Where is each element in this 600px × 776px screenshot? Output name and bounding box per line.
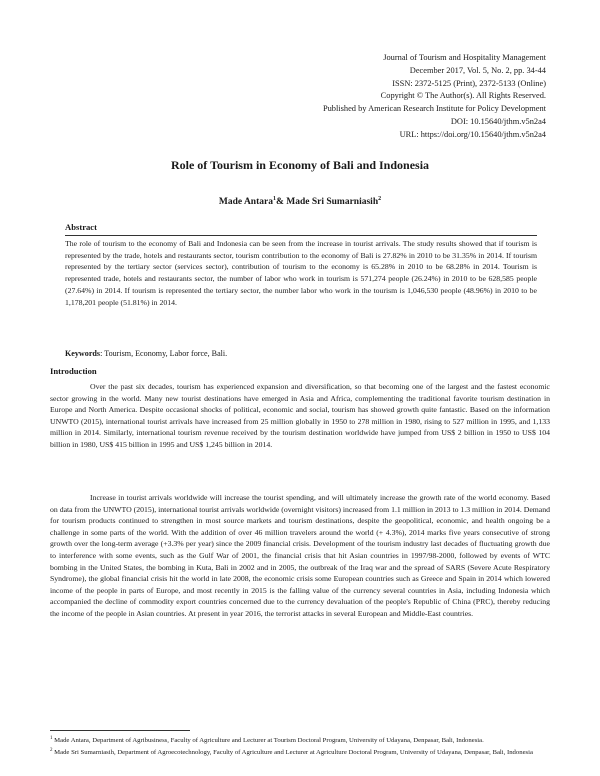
- author-2: & Made Sri Sumarniasih: [275, 197, 379, 208]
- author-2-mark: 2: [378, 196, 382, 202]
- author-1-mark: 1: [272, 196, 276, 202]
- author-line: [0, 196, 600, 207]
- introduction-heading: Introduction: [50, 366, 97, 376]
- intro-paragraph-1: Over the past six decades, tourism has experienced expansion and diversification, so that becoming one of the largest and the fastest economic sector growing in the world. Many new tourist destinations have emerged in Asia and Africa, complementing the traditional favorite tourism destination in Europe and North America. Despite occasional shocks of political, economic and social, tourism has showed growth quite fantastic. Based on the information UNWTO (2015), international tourist arrivals have increased from 25 million globally in 1950 to 278 million in 1980, rising to 527 million in 1995, and 1,133 million in 2014. Similarly, international tourism revenue received by the tourism destination worldwide have jumped from US$ 2 billion in 1950 to US$ 104 billion in 1980, US$ 415 billion in 1995 and US$ 1,245 billion in 2014.: [50, 382, 550, 449]
- doi: DOI: 10.15640/jthm.v5n2a4: [450, 116, 546, 126]
- keywords-line: [65, 349, 227, 358]
- url: URL: https://doi.org/10.15640/jthm.v5n2a4: [399, 129, 546, 139]
- footnote-2-text: Made Sri Sumarniasih, Department of Agroecotechnology, Faculty of Agriculture and Lecturer at Agriculture Doctoral Program, University of Udayana, Denpasar, Bali, Indonesia: [52, 748, 533, 756]
- abstract-section: [65, 222, 537, 308]
- keywords-text: : Tourism, Economy, Labor force, Bali.: [100, 349, 228, 358]
- intro-paragraph-2: Increase in tourist arrivals worldwide will increase the tourist spending, and will ultimately increase the growth rate of the world economy. Based on data from the UNWTO (2015), international tourist arrivals worldwide (overnight visitors) increased from 1.1 million in 2013 to 1.3 million in 2014. Demand for tourism products continued to strengthen in most source markets and tourism destinations, despite the geopolitical, economic, and health ongoing be a challenge in some parts of the world. With the addition of over 46 million travelers around the world (+ 4.3%), 2014 marks five years consecutive of strong growth over the long-term average (+3.3% per year) since the 2009 financial crisis. Development of the tourism industry last decades of fluctuating growth due to interference with some events, such as the Gulf War of 2001, the financial crisis that hit Asian countries in 1997/98-2000, followed by events of WTC bombing in the United States, the bombing in Kuta, Bali in 2002 and in 2005, the outbreak of the Iraq war and the spread of SARS (Severe Acute Respiratory Syndrome), the global financial crisis hit the world in late 2008, the economic crisis some European countries such as Greece and Spain in 2014 which lowered income of the people in parts of Europe, and most recently in 2015 is the falling value of the currency several countries in Asia, including Indonesia which accompanied the decline of commodity export countries concerned due to the currency devaluation of the people's Republic of China (PRC), thereby reducing the income of the people in Asian countries. At present in year 2016, the terrorist attacks in several European and Middle-East countries.: [50, 493, 550, 618]
- footnote-1-mark: 1: [50, 736, 53, 741]
- footnote-divider: [50, 730, 190, 731]
- keywords-label: Keywords: [65, 349, 101, 358]
- footnote-2: [50, 746, 555, 758]
- issue-info: December 2017, Vol. 5, No. 2, pp. 34-44: [409, 65, 546, 75]
- footnote-1: [50, 734, 555, 746]
- abstract-divider: [65, 235, 537, 236]
- journal-name: Journal of Tourism and Hospitality Management: [383, 53, 546, 62]
- author-1: Made Antara: [218, 197, 273, 208]
- publisher: Published by American Research Institute for Policy Development: [322, 104, 546, 114]
- copyright: Copyright © The Author(s). All Rights Reserved.: [380, 91, 546, 101]
- abstract-heading: Abstract: [65, 222, 97, 232]
- footnote-1-text: Made Antara, Department of Agribusiness, Faculty of Agriculture and Lecturer at Tourism Doctoral Program, University of Udayana, Denpasar, Bali, Indonesia.: [52, 737, 484, 745]
- paper-title: Role of Tourism in Economy of Bali and Indonesia: [170, 158, 430, 172]
- abstract-text: The role of tourism to the economy of Bali and Indonesia can be seen from the increase in tourist arrivals. The study results showed that if tourism is represented by the trade, hotels and restaurants sector, tourism contribution to the economy of Bali is 27.82% in 2010 to be 31.35% in 2014. If tourism represented by the tertiary sector (services sector), contribution of tourism to the economy is 65.28% in 2010 to be 68.28% in 2014. Tourism is represented trade, hotels and restaurants sector, the number of labor who work in tourism is 571,274 people (26.24%) in 2010 to be 628,585 people (27.64%) in 2014. If tourism is represented the tertiary sector, the number labor who work in the tourism is 1,046,530 people (48.96%) in 2010 to be 1,178,201 people (51.81%) in 2014.: [65, 239, 537, 307]
- issn: ISSN: 2372-5125 (Print), 2372-5133 (Online): [392, 78, 546, 88]
- journal-header: [323, 52, 546, 142]
- footnote-2-mark: 2: [50, 747, 53, 753]
- footnotes: [50, 734, 555, 757]
